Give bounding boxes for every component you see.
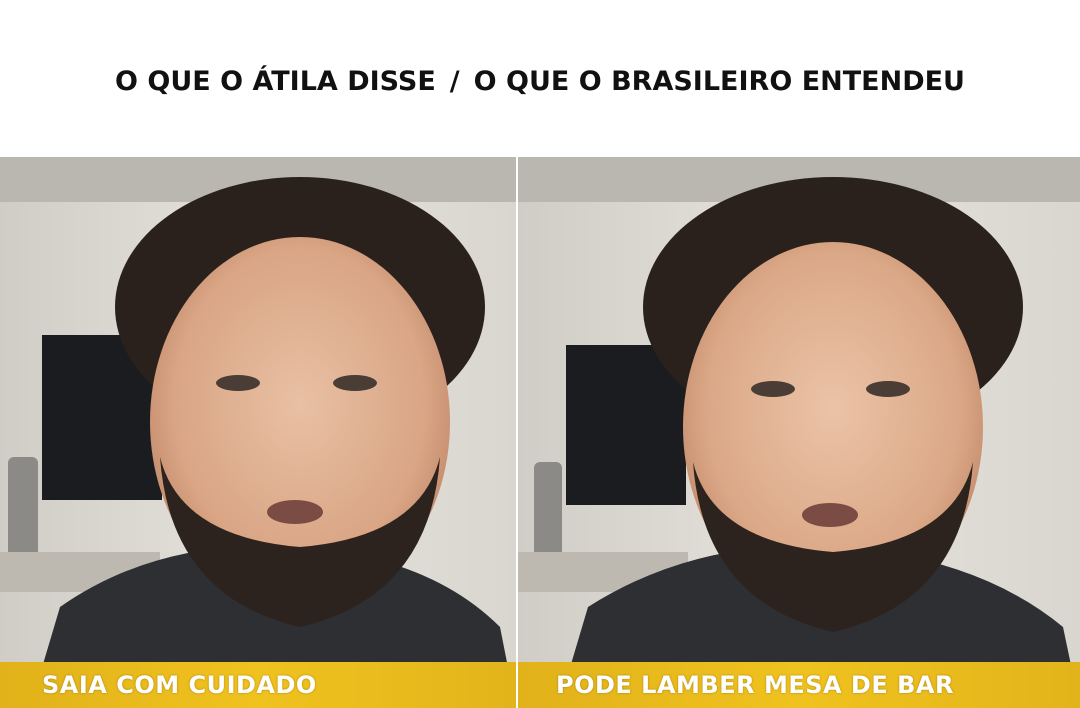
caption-bar <box>0 662 516 708</box>
caption-text: PODE LAMBER MESA DE BAR <box>556 671 954 699</box>
left-eye <box>216 375 260 391</box>
right-eye <box>866 381 910 397</box>
mouth <box>802 503 858 527</box>
title-left-label: O QUE O ÁTILA DISSE <box>115 66 436 97</box>
meme-title <box>0 66 1080 97</box>
right-video-still <box>518 157 1080 708</box>
mouth <box>267 500 323 524</box>
right-video-frame <box>518 157 1080 708</box>
caption-bar <box>518 662 1080 708</box>
right-eye <box>333 375 377 391</box>
left-eye <box>751 381 795 397</box>
caption-text: SAIA COM CUIDADO <box>42 671 317 699</box>
title-separator: / <box>449 66 460 97</box>
left-video-frame <box>0 157 516 708</box>
title-right-label: O QUE O BRASILEIRO ENTENDEU <box>473 66 965 97</box>
left-video-still <box>0 157 516 708</box>
